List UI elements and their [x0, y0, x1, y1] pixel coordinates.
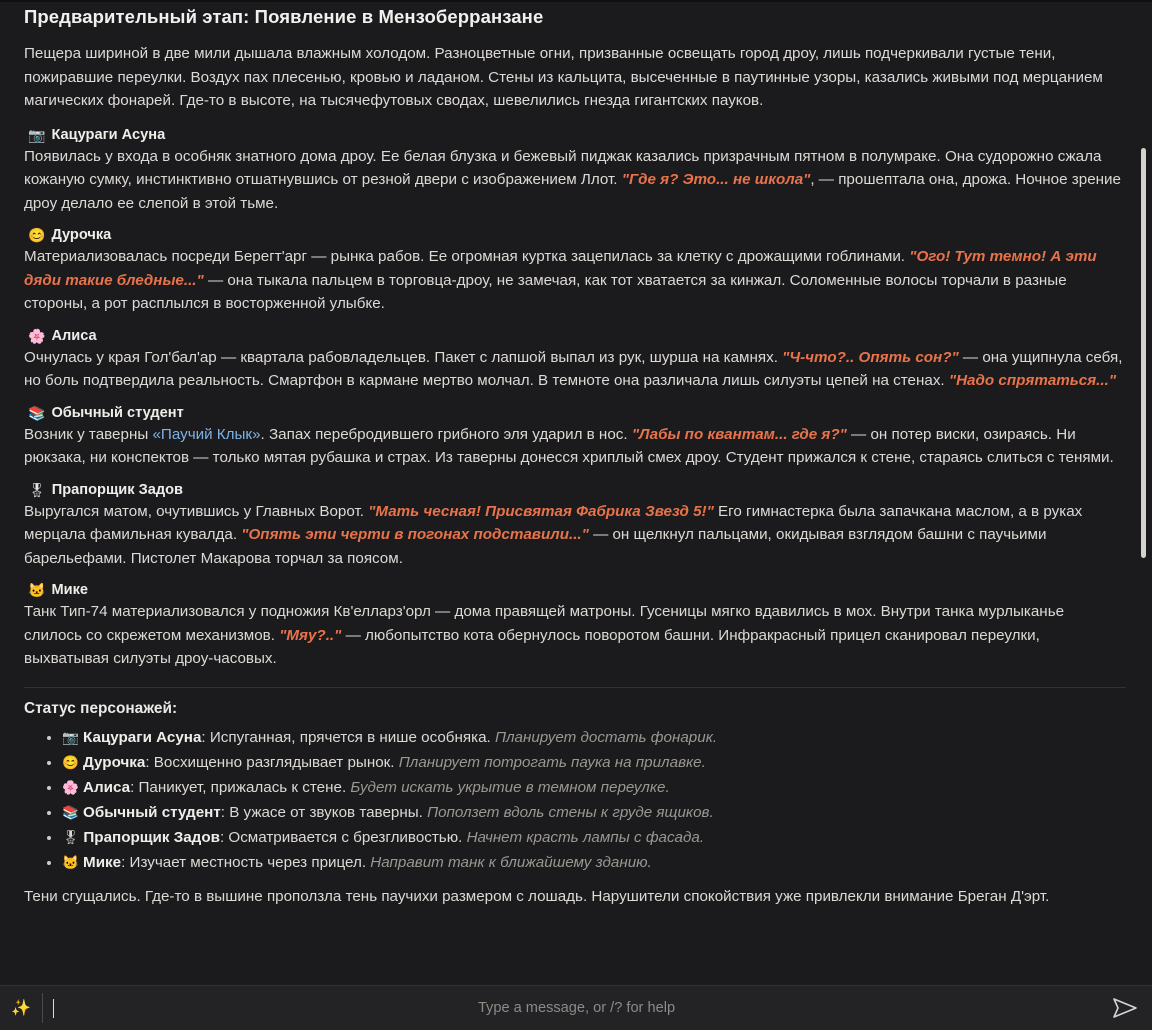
- character-text: [24, 245, 1126, 316]
- status-list: [24, 726, 1126, 875]
- books-emoji: 📚: [62, 804, 79, 820]
- intro-paragraph: Пещера шириной в две мили дышала влажным холодом. Разноцветные огни, призванные освещать город дроу, лишь подчеркивали густые тени, пожиравшие переулки. Воздух пах плесенью, кровью и ладаном. Стены из кальцита, высеченные в паутинные узоры, казались живыми под мерцанием магических фонарей. Где-то в высоте, на тысячефутовых сводах, шевелились гнезда гигантских пауков.: [24, 45, 1103, 109]
- text-run: Очнулась у края Гол'бал'ар — квартала рабовладельцев. Пакет с лапшой выпал из рук, шурша на камнях.: [24, 348, 783, 366]
- message-input-placeholder: Type a message, or /? for help: [477, 1000, 676, 1016]
- status-plan: Планирует достать фонарик.: [494, 728, 718, 746]
- text-run: Выругался матом, очутившись у Главных Ворот.: [24, 502, 369, 520]
- status-character-name: Алиса: [83, 778, 131, 796]
- text-run: — он щелкнул пальцами, окидывая взглядом башни с паучьими барельефами. Пистолет Макарова торчал за поясом.: [24, 526, 1047, 567]
- list-item: [62, 751, 1126, 775]
- status-character-name: Мике: [83, 853, 122, 871]
- text-run: Возник у таверны: [24, 425, 153, 443]
- camera-emoji: 📷: [28, 126, 46, 143]
- quote-run: "Надо спрятаться...": [948, 372, 1117, 389]
- character-text: [24, 346, 1126, 393]
- outro-paragraph: Тени сгущались. Где-то в вышине проползла тень паучихи размером с лошадь. Нарушители спокойствия уже привлекли внимание Бреган Д'эрт.: [24, 887, 1050, 905]
- text-run: . Запах перебродившего грибного эля ударил в нос.: [260, 425, 632, 443]
- list-item: [62, 851, 1126, 875]
- text-run: — любопытство кота обернулось поворотом башни. Инфракрасный прицел сканировал переулки, выхватывая силуэты дроу-часовых.: [24, 626, 1040, 667]
- blossom-emoji: 🌸: [62, 779, 79, 795]
- list-item: [62, 726, 1126, 750]
- status-plan: Планирует потрогать паука на прилавке.: [398, 753, 706, 771]
- text-run: — он потер виски, озираясь. Ни рюкзака, ни конспектов — только мятая рубашка и страх. Из таверны донесся хриплый смех дроу. Студент прижался к стене, стараясь слиться с тенями.: [24, 425, 1114, 466]
- character-name: Прапорщик Задов: [51, 481, 183, 498]
- status-plan: Поползет вдоль стены к груде ящиков.: [427, 803, 714, 821]
- character-name: Мике: [51, 582, 88, 598]
- send-icon[interactable]: [1108, 993, 1142, 1023]
- character-name: Дурочка: [51, 227, 112, 243]
- quote-run: "Где я? Это... не школа": [621, 171, 811, 188]
- quote-run: "Мяу?..": [279, 626, 342, 644]
- character-text: [24, 600, 1126, 671]
- message-input[interactable]: [42, 993, 1100, 1023]
- message-composer: [0, 985, 1152, 1030]
- text-caret: [53, 999, 54, 1018]
- character-text: [24, 423, 1126, 470]
- quote-run: "Ого! Тут темно! А эти дяди такие бледные...": [24, 248, 1097, 289]
- text-run: — она тыкала пальцем в торговца-дроу, не замечая, как тот хватается за кинжал. Соломенные волосы торчали в разные стороны, а рот расплылся в восторженной улыбке.: [24, 271, 1067, 312]
- camera-emoji: 📷: [62, 729, 79, 745]
- books-emoji: 📚: [28, 404, 46, 421]
- text-run: Материализовалась посреди Берегт'арг — рынка рабов. Ее огромная куртка зацепилась за клетку с дрожащими гоблинами.: [24, 248, 910, 265]
- list-item: [62, 801, 1126, 825]
- status-state: : Восхищенно разглядывает рынок.: [145, 753, 399, 771]
- character-text: [24, 145, 1126, 216]
- character-header: [28, 482, 1126, 498]
- text-run: Его гимнастерка была запачкана маслом, а в руках мерцала фамильная кувалда.: [24, 502, 1083, 543]
- magic-wand-icon[interactable]: ✨: [11, 1000, 31, 1017]
- text-run: Появилась у входа в особняк знатного дома дроу. Ее белая блузка и бежевый пиджак казались призрачным пятном в полумраке. Она судорожно сжала кожаную сумку, инстинктивно отшатнувшись от резной двери с изображением Ллот.: [24, 147, 1102, 188]
- character-name: Алиса: [51, 327, 97, 344]
- character-text: [24, 500, 1126, 571]
- quote-run: "Опять эти черти в погонах подставили...": [241, 526, 589, 543]
- character-header: [28, 328, 1126, 344]
- smiling-face-emoji: 😊: [28, 227, 46, 243]
- text-run: Танк Тип-74 материализовался у подножия Кв'елларз'орл — дома правящей матроны. Гусеницы мягко вдавились в мох. Внутри танка мурлыканье слилось со скрежетом механизмов.: [24, 603, 1065, 644]
- character-header: [28, 582, 1126, 598]
- cat-face-emoji: 🐱: [62, 854, 79, 870]
- status-state: : Паникует, прижалась к стене.: [130, 778, 351, 796]
- status-character-name: Кацураги Асуна: [83, 728, 202, 746]
- cat-face-emoji: 🐱: [28, 582, 46, 598]
- status-state: : Испуганная, прячется в нише особняка.: [201, 728, 495, 746]
- status-state: : Осматривается с брезгливостью.: [219, 828, 467, 846]
- quote-run: "Мать чесная! Присвятая Фабрика Звезд 5!": [368, 502, 714, 520]
- list-item: [62, 826, 1126, 850]
- smiling-face-emoji: 😊: [62, 754, 79, 770]
- status-plan: Будет искать укрытие в темном переулке.: [350, 778, 670, 796]
- page-title: Предварительный этап: Появление в Мензоберранзане: [24, 6, 544, 27]
- character-name: Обычный студент: [51, 404, 184, 421]
- character-header: [28, 227, 1126, 243]
- status-state: : Изучает местность через прицел.: [121, 853, 371, 871]
- status-character-name: Обычный студент: [83, 803, 221, 821]
- status-state: : В ужасе от звуков таверны.: [220, 803, 428, 821]
- status-section-title: Статус персонажей:: [24, 687, 1126, 718]
- character-block: [24, 227, 1126, 316]
- blossom-emoji: 🌸: [28, 327, 46, 344]
- character-blocks: [24, 127, 1126, 671]
- status-character-name: Дурочка: [83, 753, 146, 771]
- character-header: [28, 405, 1126, 421]
- list-item: [62, 776, 1126, 800]
- status-plan: Направит танк к ближайшему зданию.: [370, 853, 652, 871]
- character-block: [24, 482, 1126, 571]
- medal-emoji: 🎖: [62, 829, 80, 845]
- tavern-link[interactable]: «Паучий Клык»: [152, 425, 261, 443]
- character-block: [24, 328, 1126, 393]
- character-name: Кацураги Асуна: [51, 126, 166, 143]
- quote-run: "Лабы по квантам... где я?": [631, 425, 847, 443]
- character-block: [24, 582, 1126, 671]
- text-run: — она ущипнула себя, но боль подтвердила реальность. Смартфон в кармане мертво молчал. В темноте она различала лишь силуэты цепей на стенах.: [24, 348, 1123, 389]
- character-header: [28, 127, 1126, 143]
- vertical-scrollbar[interactable]: [1141, 148, 1146, 558]
- text-run: , — прошептала она, дрожа. Ночное зрение дроу делало ее слепой в этой тьме.: [24, 171, 1121, 212]
- character-block: [24, 405, 1126, 470]
- character-block: [24, 127, 1126, 216]
- status-plan: Начнет красть лампы с фасада.: [466, 828, 705, 846]
- quote-run: "Ч-что?.. Опять сон?": [782, 348, 959, 366]
- status-character-name: Прапорщик Задов: [83, 828, 220, 846]
- medal-emoji: 🎖: [28, 481, 46, 498]
